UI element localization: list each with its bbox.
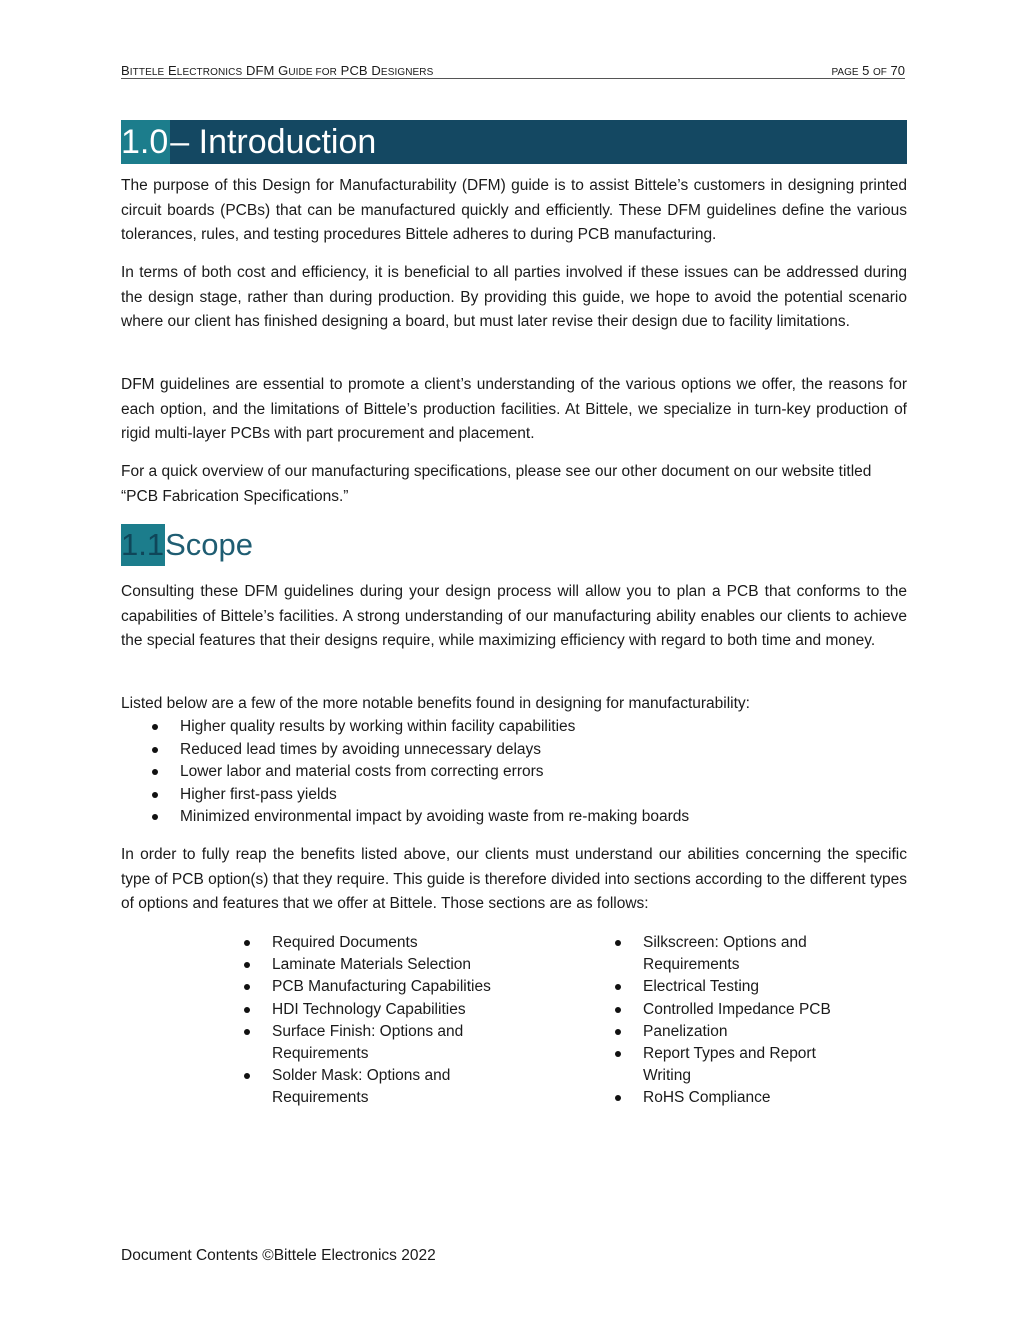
header-title [121,63,433,81]
header-title-part: UIDE FOR [288,67,337,78]
running-header [121,62,905,79]
list-item: Minimized environmental impact by avoiding waste from re-making boards [121,806,907,829]
benefits-list [121,716,907,829]
header-title-part: E [168,63,177,78]
of-label: OF [873,67,887,78]
header-title-part: PCB [340,63,368,78]
sections-list-right [612,932,902,1110]
list-item: Silkscreen: Options and Requirements [612,932,853,976]
list-item: Higher first-pass yields [121,784,907,807]
list-item: Electrical Testing [612,976,902,998]
header-title-part: D [371,63,381,78]
document-page [121,0,907,1325]
page-number: 5 [862,63,870,78]
list-item: Lower labor and material costs from correcting errors [121,761,907,784]
list-item: Panelization [612,1021,902,1043]
scope-paragraph: Listed below are a few of the more notable benefits found in designing for manufacturability: [121,695,750,712]
intro-paragraph: DFM guidelines are essential to promote a client’s understanding of the various options we offer, the reasons for each option, and the limitations of Bittele’s production facilities. At Bittele, we specialize in turn-key production of rigid multi-layer PCBs with part procurement and placement. [121,376,907,443]
intro-paragraph: The purpose of this Design for Manufacturability (DFM) guide is to assist Bittele’s customers in designing printed circuit boards (PCBs) that can be manufactured quickly and efficiently. These DFM guidelines define the various tolerances, rules, and testing procedures Bittele adheres to during PCB manufacturing. [121,177,907,244]
header-title-part: B [121,63,130,78]
list-item: Controlled Impedance PCB [612,999,902,1021]
header-title-part: DFM [245,63,275,78]
list-item: Report Types and Report Writing [612,1043,853,1087]
sections-intro-paragraph: In order to fully reap the benefits listed above, our clients must understand our abilities concerning the specific type of PCB option(s) that they require. This guide is therefore divided into sections according to the different types of options and features that we offer at Bittele. Those sections are as follows: [121,846,907,913]
page-label: PAGE [831,67,859,78]
section-number: 1.0 [121,120,170,164]
list-item: Surface Finish: Options and Requirements [241,1021,482,1065]
list-item: PCB Manufacturing Capabilities [241,976,531,998]
section-heading [121,120,907,164]
list-item: Required Documents [241,932,531,954]
sections-list-left [241,932,531,1110]
subsection-number: 1.1 [121,524,165,566]
subsection-title: Scope [165,527,254,562]
list-item: Reduced lead times by avoiding unnecessary delays [121,739,907,762]
intro-paragraph: For a quick overview of our manufacturing specifications, please see our other document on our website titled “PCB Fabrication Specifications.” [121,463,872,505]
header-title-part: G [278,63,289,78]
page-footer: Document Contents ©Bittele Electronics 2022 [121,1247,436,1264]
list-item: RoHS Compliance [612,1087,902,1109]
scope-paragraph: Consulting these DFM guidelines during your design process will allow you to plan a PCB that conforms to the capabilities of Bittele’s facilities. A strong understanding of our manufacturing ability enables our clients to achieve the special features that their designs require, while maximizing efficiency with regard to both time and money. [121,583,907,650]
list-item: Laminate Materials Selection [241,954,531,976]
list-item: HDI Technology Capabilities [241,999,531,1021]
list-item: Higher quality results by working within facility capabilities [121,716,907,739]
header-title-part: ESIGNERS [380,67,434,78]
section-title: – Introduction [170,123,377,161]
page-indicator [831,63,905,81]
page-total: 70 [890,63,905,78]
header-title-part: LECTRONICS [176,67,243,78]
list-item: Solder Mask: Options and Requirements [241,1065,482,1109]
subsection-heading [121,524,253,566]
header-title-part: ITTELE [129,67,165,78]
intro-paragraph: In terms of both cost and efficiency, it is beneficial to all parties involved if these issues can be addressed during the design stage, rather than during production. By providing this guide, we hope to avoid the potential scenario where our client has finished designing a board, but must later revise their design due to facility limitations. [121,264,907,331]
